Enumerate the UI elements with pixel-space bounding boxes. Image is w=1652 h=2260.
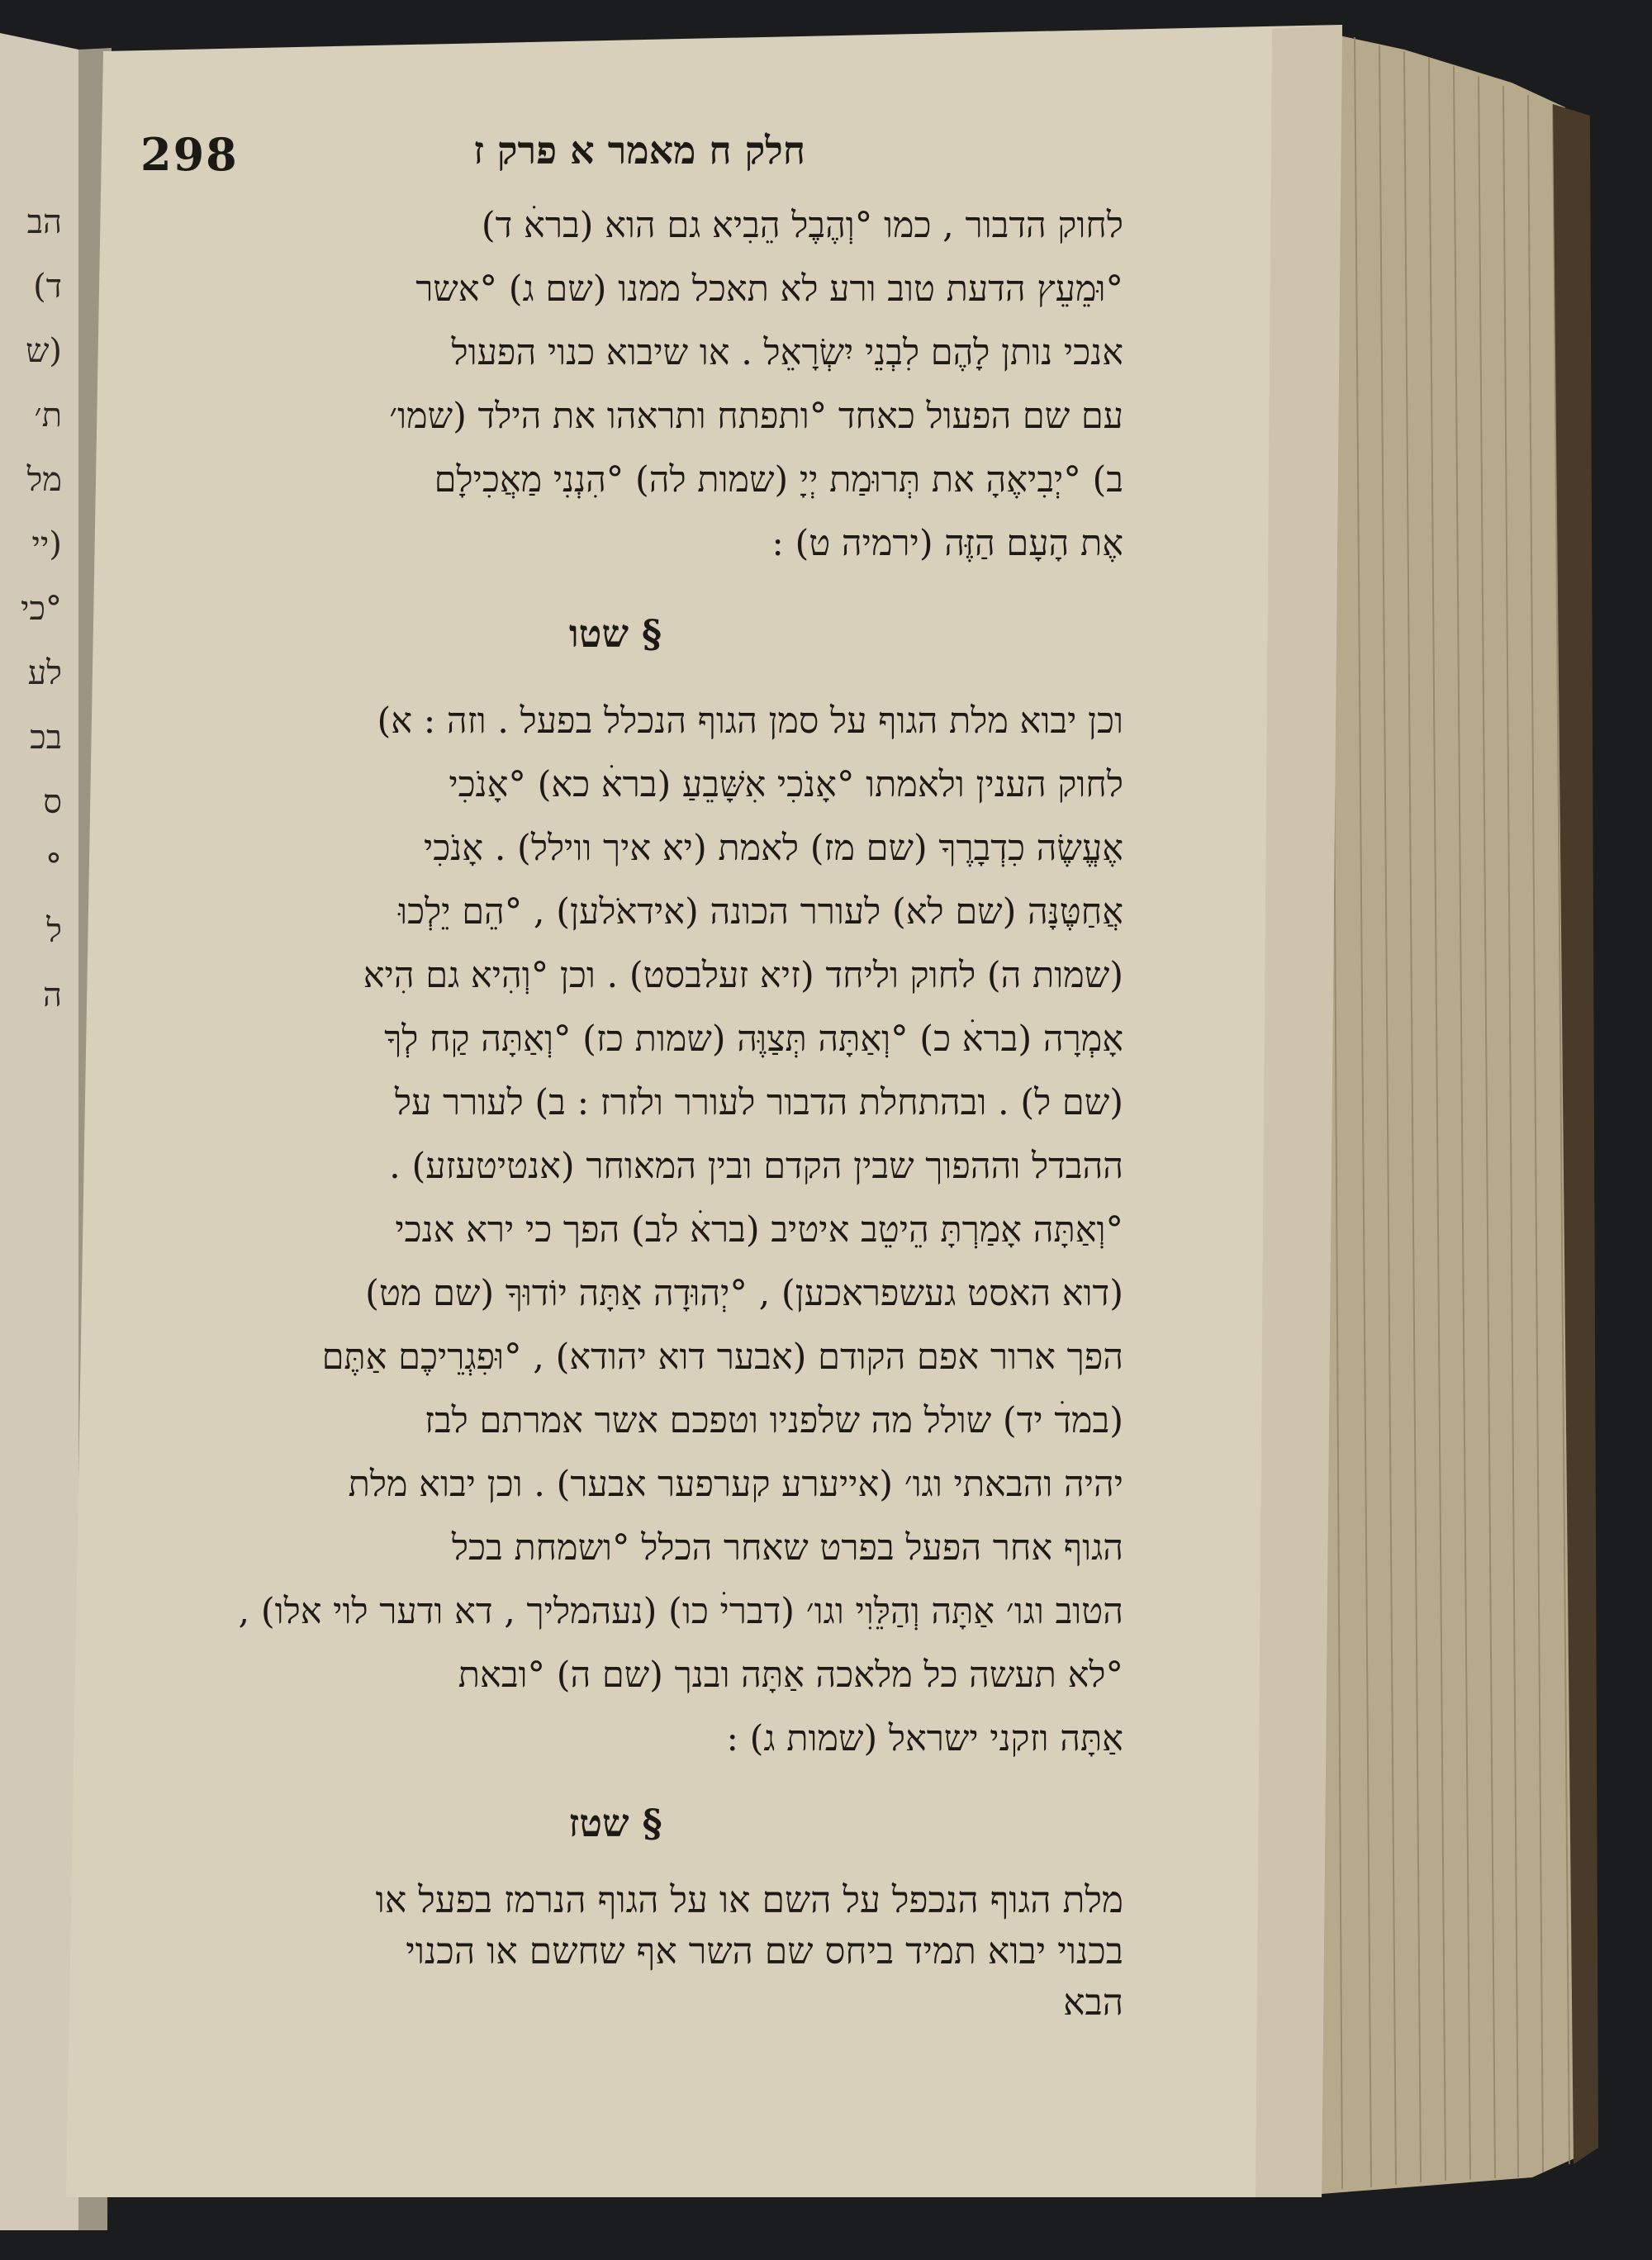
- text-line: הטוב וגו׳ אַתָּה וְהַלֵּוִי וגו׳ (דבריׄ כו) (נעהמליך , דא ודער לוי אלו) ,: [238, 1591, 1123, 1632]
- text-line: ההבדל וההפוך שבין הקדם ובין המאוחר (אנטיטעזע) .: [389, 1146, 1123, 1187]
- text-line: בכנוי יבוא תמיד ביחס שם השר אף שחשם או הכנוי: [406, 1930, 1123, 1973]
- facing-fragment: ל: [46, 912, 62, 950]
- section-heading: § שטז: [568, 1801, 662, 1845]
- text-line: אֲחַטֶּנָּה (שם לא) לעורר הכונה (אידאֹלען) , °הֵם יֵלְכוּ: [398, 891, 1123, 933]
- text-line: אנכי נותן לָהֶם לִבְנֵי יִשְׂרָאֵל . או שיבוא כנוי הפעול: [451, 332, 1123, 373]
- text-line: יהיה והבאתי וגו׳ (אייערע קערפער אבער) . וכן יבוא מלת: [348, 1464, 1123, 1505]
- text-line: אֶעֱשֶׂה כִדְבָרֶךָ (שם מז) לאמת (יא איך ווילל) . אָנֹכִי: [423, 828, 1123, 869]
- text-line: °וְאַתָּה אָמַרְתָּ הֵיטֵב איטיב (בראׄ לב) הפך כי ירא אנכי: [395, 1209, 1123, 1251]
- running-title: חלק ח מאמר א פרק ז: [473, 128, 805, 173]
- section-heading: § שטו: [568, 611, 662, 656]
- text-line: עם שם הפעול כאחד °ותפתח ותראהו את הילד (שמו׳: [389, 396, 1123, 437]
- page-text: [107, 116, 1123, 2098]
- text-line: (שם ל) . ובהתחלת הדבור לעורר ולזרז : ב) לעורר על: [394, 1082, 1123, 1123]
- paragraph: [107, 194, 1123, 576]
- text-line: אָמְרָה (בראׄ כ) °וְאַתָּה תְּצַוֶּה (שמות כז) °וְאַתָּה קַח לְךָ: [384, 1018, 1123, 1060]
- text-line: (דוא האסט געשפראכען) , °יְהוּדָה אַתָּה יוֹדוּךָ (שם מט): [365, 1273, 1123, 1314]
- text-line: לחוק הענין ולאמתו °אָנֹכִי אִשָּׁבֵעַ (בראׄ כא) °אָנֹכִי: [449, 764, 1123, 805]
- text-line: אַתָּה וזקני ישראל (שמות ג) :: [726, 1718, 1123, 1759]
- text-line: (שמות ה) לחוק וליחד (זיא זעלבסט) . וכן °וְהִיא גם הִיא: [363, 955, 1123, 996]
- text-line: וכן יבוא מלת הגוף על סמן הגוף הנכלל בפעל . וזה : א): [377, 700, 1123, 742]
- text-line: הפך ארור אפם הקודם (אבער דוא יהודא) , °וּפִגְרֵיכֶם אַתֶּם: [321, 1337, 1123, 1378]
- facing-fragment: בכ: [30, 719, 62, 757]
- facing-page-text: [0, 190, 62, 1429]
- text-line: מלת הגוף הנכפל על השם או על הגוף הנרמז בפעל או: [375, 1879, 1123, 1921]
- text-line: ב) °יְבִיאֶהָ את תְּרוּמַת יְיָ (שמות לה) °הִנְנִי מַאֲכִילָם: [434, 459, 1123, 501]
- page-number: 298: [140, 128, 239, 181]
- facing-fragment: ת׳: [34, 396, 62, 434]
- facing-fragment: ה: [42, 976, 62, 1014]
- text-line: הבא: [1063, 1982, 1123, 2024]
- text-line: °לא תעשה כל מלאכה אַתָּה ובנך (שם ה) °ובאת: [458, 1655, 1123, 1696]
- paragraph: [107, 1875, 1123, 2029]
- facing-fragment: °: [45, 848, 62, 885]
- page-header: [107, 128, 1123, 202]
- facing-fragment: לע: [27, 654, 62, 692]
- facing-fragment: מל: [26, 461, 62, 499]
- facing-fragment: (יי: [31, 525, 62, 563]
- facing-fragment: °כי: [20, 590, 62, 628]
- text-line: לחוק הדבור , כמו °וְהֶבֶל הֵבִיא גם הוא (בראׄ ד): [481, 205, 1123, 246]
- facing-fragment: הב: [26, 203, 62, 241]
- facing-fragment: ד): [33, 268, 62, 306]
- text-line: הגוף אחר הפעל בפרט שאחר הכלל °ושמחת בכל: [451, 1527, 1123, 1569]
- text-line: אֶת הָעָם הַזֶּה (ירמיה ט) :: [771, 523, 1123, 564]
- facing-fragment: (ש: [26, 332, 62, 370]
- text-line: (במדׄ יד) שולל מה שלפניו וטפכם אשר אמרתם לבז: [424, 1400, 1123, 1441]
- facing-fragment: ס: [43, 783, 62, 821]
- paragraph: [107, 690, 1123, 1771]
- text-line: °וּמֵעֵץ הדעת טוב ורע לא תאכל ממנו (שם ג) °אשר: [415, 268, 1123, 310]
